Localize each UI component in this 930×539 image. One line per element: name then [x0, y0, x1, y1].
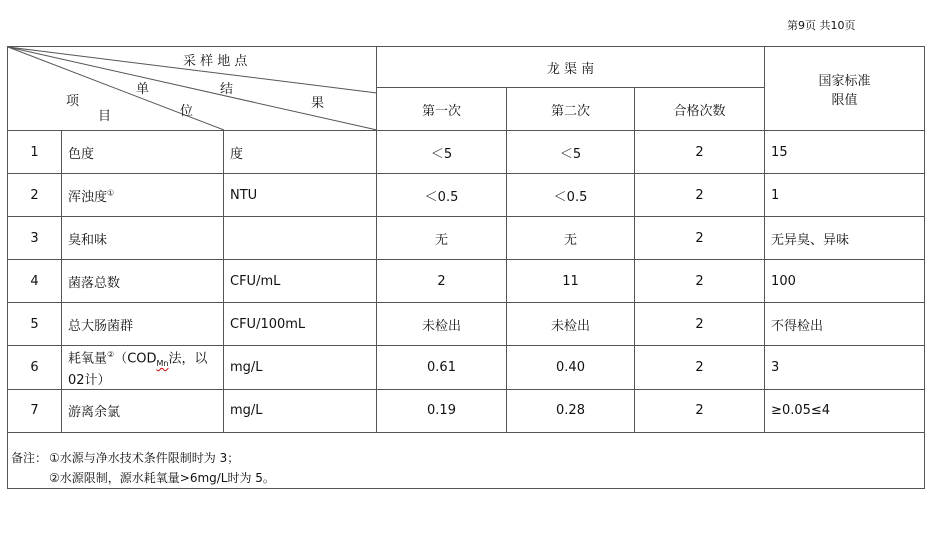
header-first: 第一次: [377, 88, 507, 131]
row-unit: mg/L: [224, 389, 377, 432]
row-limit: 15: [765, 131, 925, 174]
row-unit: 度: [224, 131, 377, 174]
header-standard-line2: 限值: [831, 92, 858, 108]
row-second: 0.40: [507, 346, 635, 390]
row-no: 3: [8, 217, 62, 260]
row-first: ＜0.5: [377, 174, 507, 217]
row-second: ＜0.5: [507, 174, 635, 217]
notes-label: 备注：: [11, 450, 48, 465]
row-limit: ≥0.05≤4: [765, 389, 925, 432]
row-pass: 2: [635, 389, 765, 432]
row-unit: CFU/mL: [224, 260, 377, 303]
header-result: 结: [220, 82, 234, 97]
notes-block: [8, 433, 924, 488]
table-row: [8, 389, 925, 432]
footnote-marker: ①: [107, 188, 115, 198]
header-result-2: 果: [311, 96, 325, 111]
row-item-tail-2: 法，以02计）: [68, 351, 208, 388]
row-limit: 无异臭、异味: [765, 217, 925, 260]
notes-cell: [8, 432, 925, 488]
header-item: 项: [66, 94, 80, 109]
header-site: 龙 渠 南: [377, 47, 765, 88]
row-pass: 2: [635, 174, 765, 217]
note-line-2: ②水源限制，源水耗氧量>6mg/L时为 5。: [49, 470, 275, 485]
row-item: 总大肠菌群: [62, 303, 224, 346]
row-pass: 2: [635, 303, 765, 346]
row-first: 未检出: [377, 303, 507, 346]
row-first: ＜5: [377, 131, 507, 174]
header-sampling-site: 采 样 地 点: [183, 54, 248, 69]
row-item-tail: （COD: [114, 351, 157, 367]
header-item-2: 目: [98, 109, 112, 124]
row-unit: [224, 217, 377, 260]
row-unit: CFU/100mL: [224, 303, 377, 346]
table-row: [8, 217, 925, 260]
row-item: 色度: [62, 131, 224, 174]
row-item-subscript: Mn: [156, 358, 169, 368]
row-item: 游离余氯: [62, 389, 224, 432]
header-unit: 单: [136, 82, 150, 97]
table-row: [8, 131, 925, 174]
row-no: 7: [8, 389, 62, 432]
header-pass-count: 合格次数: [635, 88, 765, 131]
row-no: 1: [8, 131, 62, 174]
footnote-marker: ②: [107, 350, 115, 359]
header-standard: [765, 47, 925, 131]
row-no: 4: [8, 260, 62, 303]
water-quality-table: [7, 46, 925, 489]
row-first: 2: [377, 260, 507, 303]
row-pass: 2: [635, 131, 765, 174]
row-no: 6: [8, 346, 62, 390]
note-line-1: ①水源与净水技术条件限制时为 3；: [49, 450, 240, 465]
row-limit: 100: [765, 260, 925, 303]
row-second: 未检出: [507, 303, 635, 346]
table-row: [8, 303, 925, 346]
notes-row: [8, 432, 925, 488]
notes-lines: [49, 448, 275, 488]
row-item: [62, 174, 224, 217]
row-pass: 2: [635, 217, 765, 260]
row-first: 0.19: [377, 389, 507, 432]
row-item: [62, 346, 224, 390]
header-second: 第二次: [507, 88, 635, 131]
row-item-text: 浑浊度: [68, 189, 108, 205]
row-second: ＜5: [507, 131, 635, 174]
row-unit: mg/L: [224, 346, 377, 390]
row-second: 0.28: [507, 389, 635, 432]
row-item: 菌落总数: [62, 260, 224, 303]
table-row: [8, 174, 925, 217]
header-unit-2: 位: [180, 104, 194, 119]
row-first: 0.61: [377, 346, 507, 390]
row-pass: 2: [635, 346, 765, 390]
row-second: 11: [507, 260, 635, 303]
table-row: [8, 260, 925, 303]
row-unit: NTU: [224, 174, 377, 217]
header-standard-line1: 国家标准: [818, 73, 871, 89]
row-limit: 1: [765, 174, 925, 217]
row-first: 无: [377, 217, 507, 260]
table-row: [8, 346, 925, 390]
page-number: 第9页 共10页: [787, 19, 856, 32]
row-second: 无: [507, 217, 635, 260]
row-item: 臭和味: [62, 217, 224, 260]
row-no: 5: [8, 303, 62, 346]
row-pass: 2: [635, 260, 765, 303]
row-limit: 不得检出: [765, 303, 925, 346]
row-limit: 3: [765, 346, 925, 390]
diagonal-header-cell: [8, 47, 377, 131]
row-no: 2: [8, 174, 62, 217]
row-item-text: 耗氧量: [68, 351, 108, 367]
